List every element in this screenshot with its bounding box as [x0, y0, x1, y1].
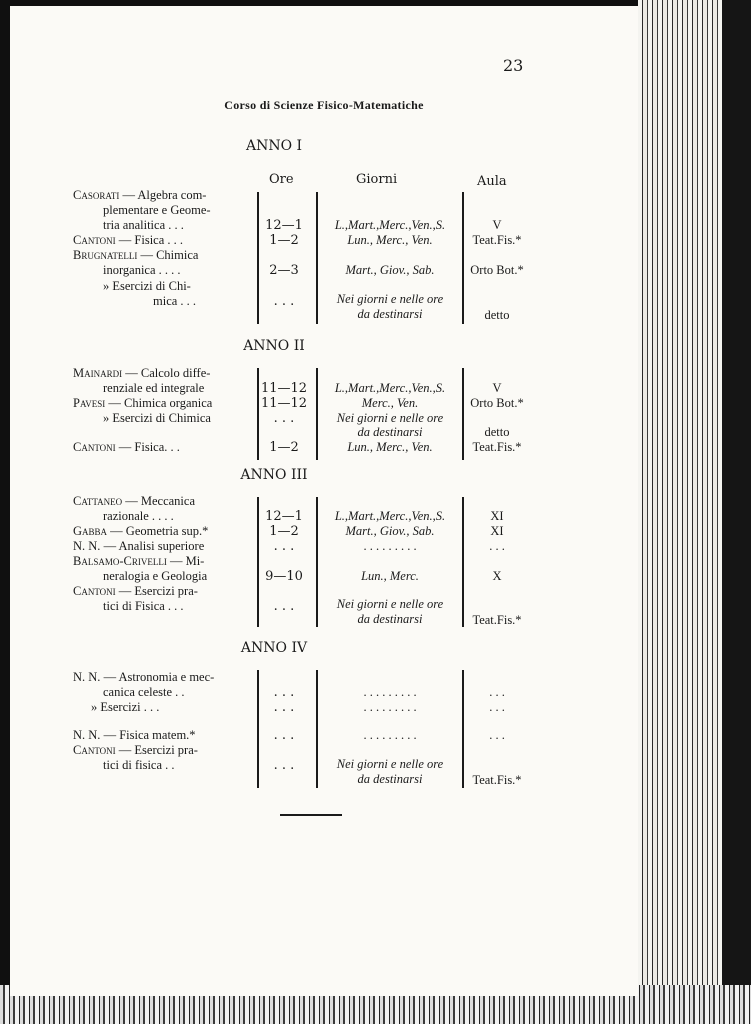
header-giorni: Giorni — [356, 172, 398, 187]
course-entry-cont: tria analitica . . . — [103, 218, 184, 232]
header-ore: Ore — [269, 172, 294, 187]
course-entry: N. N. — Fisica matem.* — [73, 728, 196, 742]
days-cell: L.,Mart.,Merc.,Ven.,S. — [334, 509, 446, 523]
course-entry-cont: razionale . . . . — [103, 509, 174, 523]
days-cell: L.,Mart.,Merc.,Ven.,S. — [334, 381, 446, 395]
room-cell: . . . — [489, 539, 505, 553]
hours-cell: 1—2 — [269, 440, 299, 455]
course-entry: » Esercizi di Chi- — [103, 279, 191, 293]
course-entry-cont: mica . . . — [153, 294, 197, 308]
course-entry: Balsamo-Crivelli — Mi- — [73, 554, 205, 568]
room-cell: Teat.Fis.* — [472, 773, 522, 787]
days-cell: Lun., Merc., Ven. — [347, 440, 433, 454]
hours-cell: . . . — [273, 294, 295, 309]
days-cell-cont: da destinarsi — [357, 425, 423, 439]
hours-cell: . . . — [273, 599, 295, 614]
hours-cell: 11—12 — [260, 396, 308, 411]
course-entry-cont: inorganica . . . . — [103, 263, 181, 277]
days-cell: Merc., Ven. — [361, 396, 419, 410]
room-cell: detto — [484, 308, 510, 322]
room-cell: detto — [484, 425, 510, 439]
course-entry-cont: » Esercizi . . . — [91, 700, 160, 714]
days-cell: Lun., Merc. — [361, 569, 419, 583]
book-spine-shadow — [722, 0, 751, 1024]
days-cell: . . . . . . . . . — [363, 700, 417, 714]
course-entry-cont: renziale ed integrale — [103, 381, 205, 395]
room-cell: Teat.Fis.* — [472, 233, 522, 247]
hours-cell: 12—1 — [265, 218, 303, 233]
room-cell: Teat.Fis.* — [472, 613, 522, 627]
days-cell-cont: da destinarsi — [357, 772, 423, 786]
course-entry: N. N. — Astronomia e mec- — [73, 670, 215, 684]
days-cell-cont: da destinarsi — [357, 612, 423, 626]
room-cell: . . . — [489, 728, 505, 742]
days-cell: Nei giorni e nelle ore — [336, 411, 444, 425]
days-cell: . . . . . . . . . — [363, 539, 417, 553]
hours-cell: . . . — [273, 685, 295, 700]
page-number: 23 — [503, 56, 524, 75]
header-aula: Aula — [477, 174, 507, 189]
course-entry: N. N. — Analisi superiore — [73, 539, 205, 553]
course-entry-cont: canica celeste . . — [103, 685, 185, 699]
room-cell: XI — [490, 524, 504, 538]
hours-cell: 1—2 — [269, 233, 299, 248]
days-cell: . . . . . . . . . — [363, 728, 417, 742]
course-entry: Casorati — Algebra com- — [73, 188, 207, 202]
course-entry: Cantoni — Fisica. . . — [73, 440, 180, 454]
course-entry-cont: neralogia e Geologia — [103, 569, 208, 583]
hours-cell: . . . — [273, 700, 295, 715]
anno-4-heading: ANNO IV — [240, 640, 308, 656]
room-cell: Orto Bot.* — [470, 263, 524, 277]
days-cell: Nei giorni e nelle ore — [336, 292, 444, 306]
room-cell: . . . — [489, 685, 505, 699]
days-cell: . . . . . . . . . — [363, 685, 417, 699]
room-cell: V — [492, 381, 502, 395]
room-cell: Teat.Fis.* — [472, 440, 522, 454]
course-entry: Cantoni — Fisica . . . — [73, 233, 184, 247]
hours-cell: . . . — [273, 539, 295, 554]
days-cell: Mart., Giov., Sab. — [345, 524, 435, 538]
days-cell: Mart., Giov., Sab. — [345, 263, 435, 277]
anno-2-heading: ANNO II — [243, 338, 305, 354]
days-cell: Lun., Merc., Ven. — [347, 233, 433, 247]
closing-rule — [280, 814, 342, 816]
hours-cell: 1—2 — [269, 524, 299, 539]
room-cell: . . . — [489, 700, 505, 714]
course-entry: Pavesi — Chimica organica — [73, 396, 213, 410]
anno-3-heading: ANNO III — [240, 467, 308, 483]
course-entry: Cattaneo — Meccanica — [73, 494, 196, 508]
hours-cell: 11—12 — [260, 381, 308, 396]
hours-cell: 2—3 — [269, 263, 299, 278]
course-entry: Cantoni — Esercizi pra- — [73, 743, 198, 757]
room-cell: Orto Bot.* — [470, 396, 524, 410]
days-cell: Nei giorni e nelle ore — [336, 757, 444, 771]
course-entry-cont: plementare e Geome- — [103, 203, 211, 217]
hours-cell: . . . — [273, 728, 295, 743]
course-entry-cont: tici di Fisica . . . — [103, 599, 184, 613]
course-entry: Cantoni — Esercizi pra- — [73, 584, 198, 598]
days-cell-cont: da destinarsi — [357, 307, 423, 321]
room-cell: X — [492, 569, 502, 583]
page-title: Corso di Scienze Fisico-Matematiche — [224, 98, 424, 112]
days-cell: L.,Mart.,Merc.,Ven.,S. — [334, 218, 446, 232]
hours-cell: . . . — [273, 411, 295, 426]
anno-1-heading: ANNO I — [245, 138, 303, 154]
days-cell: Nei giorni e nelle ore — [336, 597, 444, 611]
course-entry: Gabba — Geometria sup.* — [73, 524, 209, 538]
course-entry-cont: tici di fisica . . — [103, 758, 175, 772]
hours-cell: . . . — [273, 758, 295, 773]
hours-cell: 12—1 — [265, 509, 303, 524]
course-entry: Mainardi — Calcolo diffe- — [73, 366, 211, 380]
hours-cell: 9—10 — [265, 569, 303, 584]
room-cell: V — [492, 218, 502, 232]
course-entry: Brugnatelli — Chimica — [73, 248, 199, 262]
room-cell: XI — [490, 509, 504, 523]
book-page — [10, 6, 638, 996]
course-entry: » Esercizi di Chimica — [103, 411, 211, 425]
